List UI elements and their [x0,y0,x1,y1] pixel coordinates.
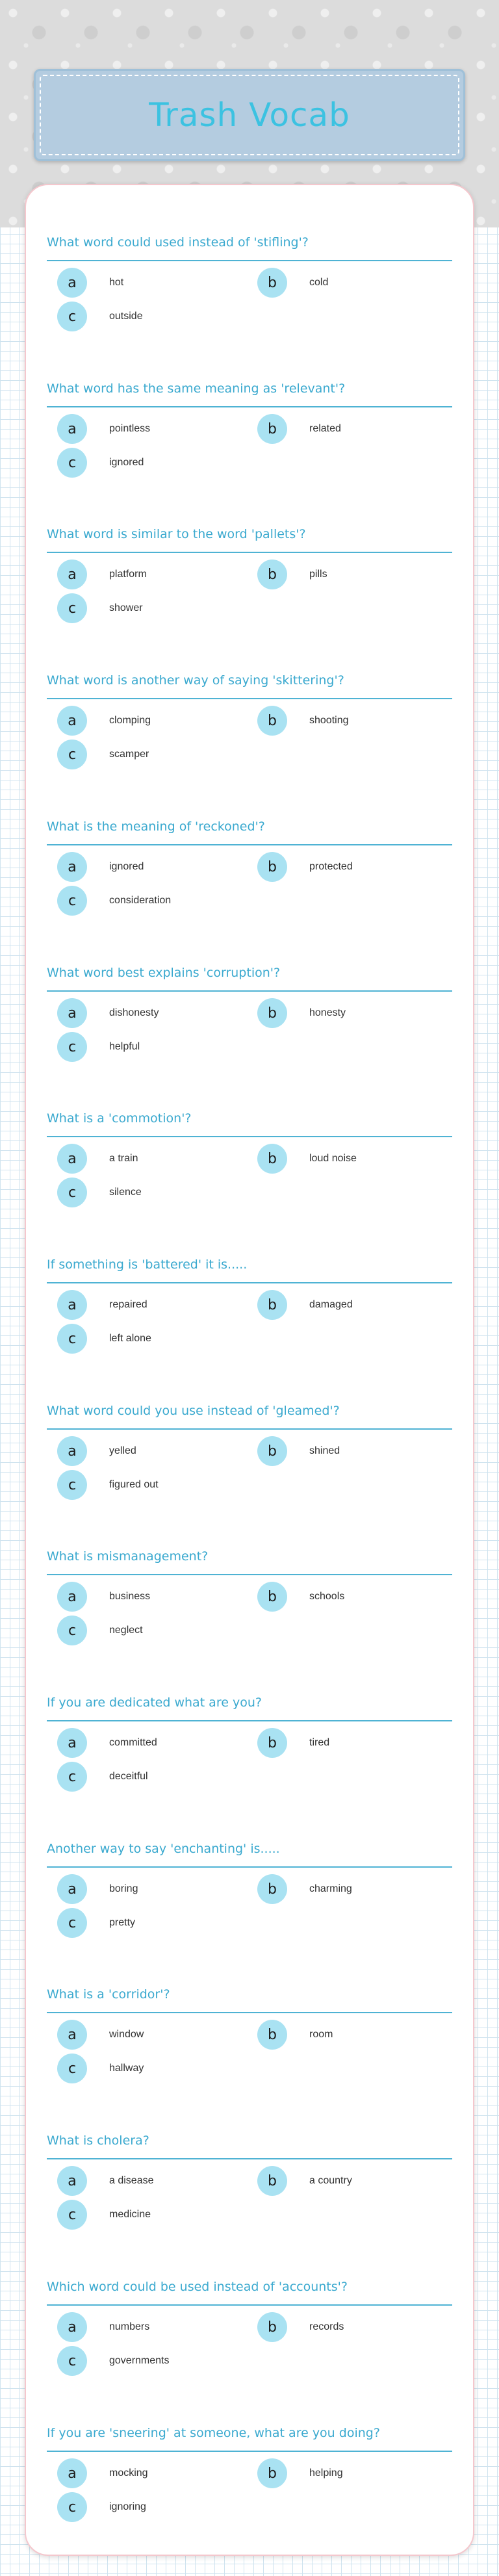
question-divider [47,1720,452,1721]
option-label: schools [309,1591,345,1602]
answer-option[interactable] [257,1874,452,1904]
question-block [47,673,452,784]
option-letter-badge: a [57,1582,87,1612]
answer-option[interactable] [257,1582,452,1612]
option-label: records [309,2321,344,2332]
option-label: business [109,1591,151,1602]
answer-option[interactable] [57,2346,252,2376]
answer-option[interactable] [257,560,452,589]
page-title: Trash Vocab [149,96,350,134]
option-letter-badge: b [257,1144,287,1174]
option-label: cold [309,277,329,288]
answer-option[interactable] [57,1582,252,1612]
option-label: repaired [109,1299,147,1310]
option-label: platform [109,569,147,580]
option-letter-badge: c [57,886,87,916]
answer-option[interactable] [257,1290,452,1320]
option-label: a disease [109,2175,154,2186]
option-letter-badge: a [57,2020,87,2050]
question-divider [47,1866,452,1868]
option-letter-badge: a [57,2312,87,2342]
answer-option[interactable] [257,852,452,882]
question-block [47,1549,452,1660]
option-letter-badge: a [57,1874,87,1904]
option-label: protected [309,861,353,872]
answer-option[interactable] [57,1324,252,1354]
option-label: ignored [109,457,144,468]
question-block [47,527,452,638]
answer-option[interactable] [57,1728,252,1758]
answer-option[interactable] [257,414,452,444]
question-text: Which word could be used instead of 'accounts'? [47,2280,348,2294]
option-letter-badge: c [57,2492,87,2522]
question-block [47,1842,452,1952]
question-divider [47,260,452,261]
question-text: What word is similar to the word 'pallets'? [47,527,306,541]
option-letter-badge: b [257,706,287,736]
answer-option[interactable] [57,706,252,736]
option-label: a country [309,2175,352,2186]
question-text: What is mismanagement? [47,1549,209,1564]
answer-option[interactable] [257,2166,452,2196]
option-label: neglect [109,1625,143,1636]
option-label: clomping [109,715,151,726]
answer-option[interactable] [57,886,252,916]
option-letter-badge: c [57,1470,87,1500]
option-letter-badge: c [57,2200,87,2230]
question-text: What is cholera? [47,2133,149,2148]
option-label: outside [109,311,143,322]
question-block [47,966,452,1076]
question-divider [47,2012,452,2013]
question-block [47,381,452,492]
question-divider [47,2451,452,2452]
question-text: What word could you use instead of 'gleamed'? [47,1404,340,1418]
option-label: window [109,2029,144,2040]
option-letter-badge: b [257,1582,287,1612]
option-letter-badge: b [257,852,287,882]
question-divider [47,1574,452,1575]
option-label: left alone [109,1333,151,1344]
option-letter-badge: b [257,2458,287,2488]
question-divider [47,1282,452,1283]
question-block [47,819,452,930]
option-label: medicine [109,2209,151,2220]
question-block [47,1404,452,1514]
option-letter-badge: a [57,2458,87,2488]
option-letter-badge: b [257,1874,287,1904]
option-letter-badge: c [57,1178,87,1207]
answer-option[interactable] [57,448,252,478]
option-label: helpful [109,1041,140,1052]
option-letter-badge: c [57,1762,87,1792]
option-label: shooting [309,715,349,726]
title-banner [34,69,465,161]
answer-option[interactable] [257,706,452,736]
option-label: figured out [109,1479,159,1490]
question-divider [47,552,452,553]
option-label: committed [109,1737,157,1748]
option-letter-badge: b [257,1290,287,1320]
option-letter-badge: a [57,998,87,1028]
answer-option[interactable] [57,414,252,444]
answer-option[interactable] [57,740,252,769]
answer-option[interactable] [57,2458,252,2488]
option-letter-badge: a [57,1144,87,1174]
option-label: boring [109,1883,138,1894]
question-text: If something is 'battered' it is..... [47,1257,248,1272]
question-text: What is a 'corridor'? [47,1987,170,2002]
option-label: numbers [109,2321,150,2332]
answer-option[interactable] [57,2492,252,2522]
option-label: mocking [109,2467,148,2479]
answer-option[interactable] [57,1762,252,1792]
question-text: What word has the same meaning as 'relevant'? [47,381,346,396]
option-label: dishonesty [109,1007,159,1018]
option-label: silence [109,1187,142,1198]
answer-option[interactable] [257,2020,452,2050]
option-letter-badge: b [257,2020,287,2050]
option-label: pointless [109,423,151,434]
option-label: hot [109,277,124,288]
option-label: ignoring [109,2501,146,2512]
answer-option[interactable] [57,1874,252,1904]
option-letter-badge: c [57,1324,87,1354]
answer-option[interactable] [57,2020,252,2050]
option-letter-badge: c [57,2054,87,2083]
question-block [47,1695,452,1806]
question-divider [47,990,452,992]
question-text: What is the meaning of 'reckoned'? [47,819,265,834]
answer-option[interactable] [57,2200,252,2230]
answer-option[interactable] [57,1144,252,1174]
option-letter-badge: b [257,1728,287,1758]
answer-option[interactable] [57,1290,252,1320]
option-letter-badge: a [57,706,87,736]
question-block [47,2426,452,2536]
answer-option[interactable] [57,998,252,1028]
question-block [47,1111,452,1222]
answer-option[interactable] [57,1616,252,1645]
answer-option[interactable] [257,1728,452,1758]
option-label: shined [309,1445,340,1456]
option-letter-badge: b [257,2166,287,2196]
question-text: What word best explains 'corruption'? [47,966,281,980]
answer-option[interactable] [57,1470,252,1500]
option-label: ignored [109,861,144,872]
option-letter-badge: a [57,2166,87,2196]
question-text: What word could used instead of 'stifling'? [47,235,309,250]
option-letter-badge: a [57,560,87,589]
option-letter-badge: c [57,593,87,623]
answer-option[interactable] [57,2054,252,2083]
option-label: yelled [109,1445,136,1456]
question-text: If you are 'sneering' at someone, what are you doing? [47,2426,380,2440]
answer-option[interactable] [57,852,252,882]
option-letter-badge: c [57,1908,87,1938]
option-label: helping [309,2467,343,2479]
answer-option[interactable] [57,1032,252,1062]
option-letter-badge: b [257,414,287,444]
option-letter-badge: a [57,1436,87,1466]
option-label: pretty [109,1917,136,1928]
option-letter-badge: a [57,414,87,444]
question-block [47,2133,452,2244]
answer-option[interactable] [57,302,252,331]
option-letter-badge: c [57,448,87,478]
question-divider [47,2304,452,2306]
option-letter-badge: a [57,852,87,882]
answer-option[interactable] [57,593,252,623]
option-label: related [309,423,341,434]
answer-option[interactable] [57,268,252,298]
question-block [47,1987,452,2098]
option-letter-badge: c [57,1616,87,1645]
option-letter-badge: b [257,268,287,298]
option-letter-badge: b [257,2312,287,2342]
question-divider [47,2158,452,2159]
question-divider [47,1428,452,1430]
answer-option[interactable] [57,1908,252,1938]
option-letter-badge: c [57,740,87,769]
option-letter-badge: c [57,2346,87,2376]
question-block [47,2280,452,2390]
option-label: loud noise [309,1153,357,1164]
option-label: charming [309,1883,352,1894]
answer-option[interactable] [257,2312,452,2342]
option-label: a train [109,1153,138,1164]
question-text: What word is another way of saying 'skittering'? [47,673,344,688]
option-label: scamper [109,749,149,760]
answer-option[interactable] [57,2166,252,2196]
option-letter-badge: c [57,302,87,331]
option-letter-badge: a [57,1290,87,1320]
answer-option[interactable] [57,560,252,589]
option-label: consideration [109,895,172,906]
answer-option[interactable] [57,1436,252,1466]
option-label: honesty [309,1007,346,1018]
option-label: room [309,2029,333,2040]
answer-option[interactable] [57,1178,252,1207]
question-block [47,235,452,346]
option-label: deceitful [109,1771,148,1782]
question-divider [47,844,452,845]
answer-option[interactable] [257,1144,452,1174]
answer-option[interactable] [257,2458,452,2488]
option-letter-badge: a [57,1728,87,1758]
option-label: pills [309,569,327,580]
question-divider [47,698,452,699]
question-text: Another way to say 'enchanting' is..... [47,1842,280,1856]
answer-option[interactable] [57,2312,252,2342]
answer-option[interactable] [257,268,452,298]
option-label: hallway [109,2063,144,2074]
option-letter-badge: b [257,560,287,589]
question-text: What is a 'commotion'? [47,1111,192,1126]
option-label: damaged [309,1299,353,1310]
answer-option[interactable] [257,1436,452,1466]
option-letter-badge: b [257,1436,287,1466]
question-text: If you are dedicated what are you? [47,1695,262,1710]
option-label: shower [109,602,143,613]
option-letter-badge: a [57,268,87,298]
answer-option[interactable] [257,998,452,1028]
question-block [47,1257,452,1368]
question-divider [47,1136,452,1137]
option-letter-badge: c [57,1032,87,1062]
option-label: governments [109,2355,170,2366]
option-letter-badge: b [257,998,287,1028]
option-label: tired [309,1737,330,1748]
question-divider [47,406,452,407]
